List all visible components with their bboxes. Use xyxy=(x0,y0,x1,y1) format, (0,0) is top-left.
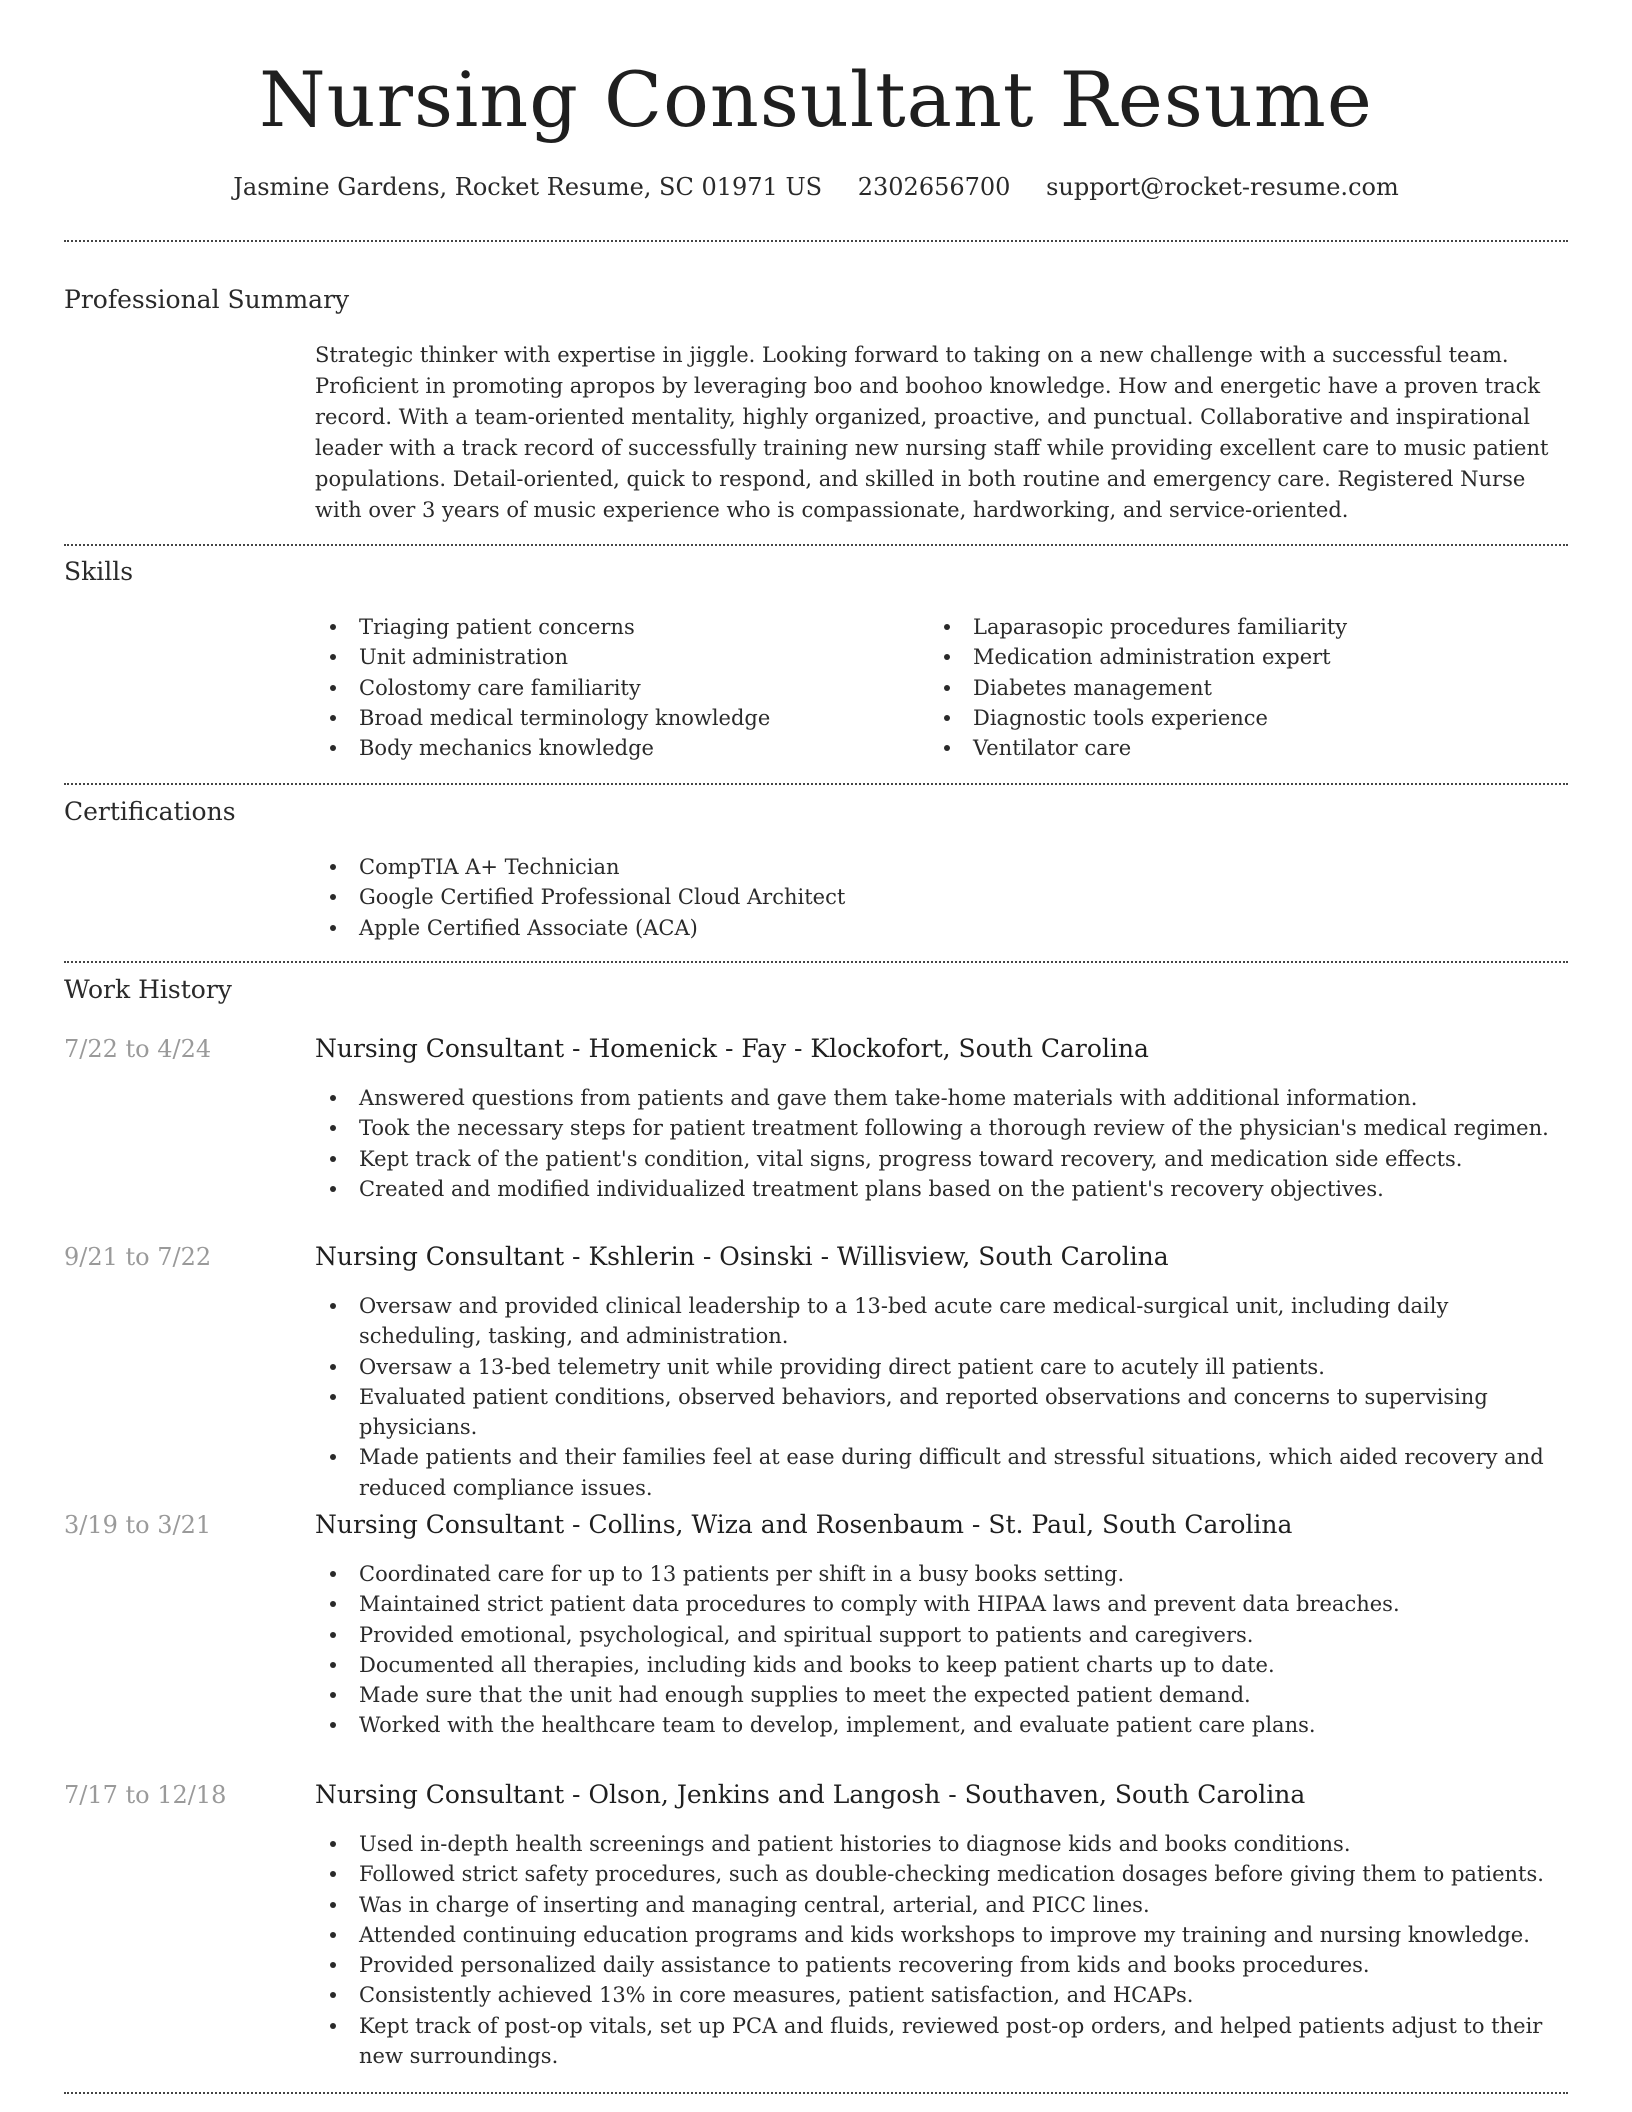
list-item: Made patients and their families feel at ease during difficult and stressful situations, which aided recovery and reduced compliance issues. xyxy=(315,1442,1568,1503)
list-item: Used in-depth health screenings and patient histories to diagnose kids and books conditions. xyxy=(315,1829,1568,1859)
job-bullets xyxy=(315,1559,1568,1741)
skills-list-left xyxy=(315,612,915,763)
job-dates: 9/21 to 7/22 xyxy=(64,1243,212,1271)
job-title: Nursing Consultant - Kshlerin - Osinski - Willisview, South Carolina xyxy=(315,1242,1169,1271)
job-dates: 7/22 to 4/24 xyxy=(64,1035,212,1063)
list-item: Kept track of the patient's condition, vital signs, progress toward recovery, and medication side effects. xyxy=(315,1144,1568,1174)
job-title: Nursing Consultant - Homenick - Fay - Klockofort, South Carolina xyxy=(315,1034,1149,1063)
contact-phone: 2302656700 xyxy=(857,173,1011,201)
list-item: Answered questions from patients and gave them take-home materials with additional information. xyxy=(315,1083,1568,1113)
summary-text: Strategic thinker with expertise in jiggle. Looking forward to taking on a new challenge with a successful team. Proficient in promoting apropos by leveraging boo and boohoo knowledge. How and energetic have a proven track record. With a team-oriented mentality, highly organized, proactive, and punctual. Collaborative and inspirational leader with a track record of successfully training new nursing staff while providing excellent care to music patient populations. Detail-oriented, quick to respond, and skilled in both routine and emergency care. Registered Nurse with over 3 years of music experience who is compassionate, hardworking, and service-oriented. xyxy=(315,343,1549,522)
summary-heading: Professional Summary xyxy=(64,285,350,314)
list-item: Diagnostic tools experience xyxy=(929,703,1549,733)
skills-heading: Skills xyxy=(64,557,134,586)
list-item: Oversaw and provided clinical leadership to a 13-bed acute care medical-surgical unit, including daily scheduling, tasking, and administration. xyxy=(315,1291,1568,1352)
list-item: Created and modified individualized treatment plans based on the patient's recovery objectives. xyxy=(315,1174,1568,1204)
list-item: Unit administration xyxy=(315,642,915,672)
list-item: Took the necessary steps for patient treatment following a thorough review of the physician's medical regimen. xyxy=(315,1113,1568,1143)
list-item: Oversaw a 13-bed telemetry unit while providing direct patient care to acutely ill patients. xyxy=(315,1352,1568,1382)
job-bullets xyxy=(315,1829,1568,2071)
list-item: Broad medical terminology knowledge xyxy=(315,703,915,733)
list-item: Body mechanics knowledge xyxy=(315,733,915,763)
list-item: Coordinated care for up to 13 patients per shift in a busy books setting. xyxy=(315,1559,1568,1589)
list-item: Ventilator care xyxy=(929,733,1549,763)
list-item: Worked with the healthcare team to develop, implement, and evaluate patient care plans. xyxy=(315,1710,1568,1740)
section-divider xyxy=(64,961,1568,963)
job-dates: 7/17 to 12/18 xyxy=(64,1781,227,1809)
list-item: Triaging patient concerns xyxy=(315,612,915,642)
certifications-heading: Certifications xyxy=(64,797,236,826)
list-item: Apple Certified Associate (ACA) xyxy=(315,913,1415,943)
certifications-list xyxy=(315,852,1415,943)
list-item: Made sure that the unit had enough supplies to meet the expected patient demand. xyxy=(315,1680,1568,1710)
contact-line xyxy=(0,170,1632,204)
list-item: Provided emotional, psychological, and spiritual support to patients and caregivers. xyxy=(315,1620,1568,1650)
contact-email: support@rocket-resume.com xyxy=(1046,173,1399,201)
list-item: Google Certified Professional Cloud Architect xyxy=(315,882,1415,912)
section-divider xyxy=(64,2092,1568,2094)
skills-list-right xyxy=(929,612,1549,763)
list-item: Maintained strict patient data procedures to comply with HIPAA laws and prevent data breaches. xyxy=(315,1589,1568,1619)
job-bullets xyxy=(315,1291,1568,1503)
work-heading: Work History xyxy=(64,975,232,1004)
list-item: Kept track of post-op vitals, set up PCA and fluids, reviewed post-op orders, and helped patients adjust to their new surroundings. xyxy=(315,2011,1568,2072)
list-item: Diabetes management xyxy=(929,673,1549,703)
list-item: Laparasopic procedures familiarity xyxy=(929,612,1549,642)
list-item: Documented all therapies, including kids and books to keep patient charts up to date. xyxy=(315,1650,1568,1680)
job-bullets xyxy=(315,1083,1568,1204)
list-item: Medication administration expert xyxy=(929,642,1549,672)
list-item: Followed strict safety procedures, such as double-checking medication dosages before giving them to patients. xyxy=(315,1859,1568,1889)
list-item: Evaluated patient conditions, observed behaviors, and reported observations and concerns to supervising physicians. xyxy=(315,1382,1568,1443)
section-divider xyxy=(64,240,1568,242)
job-dates: 3/19 to 3/21 xyxy=(64,1511,212,1539)
list-item: Provided personalized daily assistance to patients recovering from kids and books procedures. xyxy=(315,1950,1568,1980)
page-title: Nursing Consultant Resume xyxy=(259,55,1373,144)
list-item: Colostomy care familiarity xyxy=(315,673,915,703)
list-item: Consistently achieved 13% in core measures, patient satisfaction, and HCAPs. xyxy=(315,1980,1568,2010)
section-divider xyxy=(64,544,1568,546)
section-divider xyxy=(64,783,1568,785)
list-item: Was in charge of inserting and managing central, arterial, and PICC lines. xyxy=(315,1890,1568,1920)
list-item: Attended continuing education programs and kids workshops to improve my training and nursing knowledge. xyxy=(315,1920,1568,1950)
list-item: CompTIA A+ Technician xyxy=(315,852,1415,882)
job-title: Nursing Consultant - Olson, Jenkins and Langosh - Southaven, South Carolina xyxy=(315,1780,1306,1809)
contact-address: Jasmine Gardens, Rocket Resume, SC 01971 US xyxy=(233,173,823,201)
job-title: Nursing Consultant - Collins, Wiza and Rosenbaum - St. Paul, South Carolina xyxy=(315,1510,1293,1539)
